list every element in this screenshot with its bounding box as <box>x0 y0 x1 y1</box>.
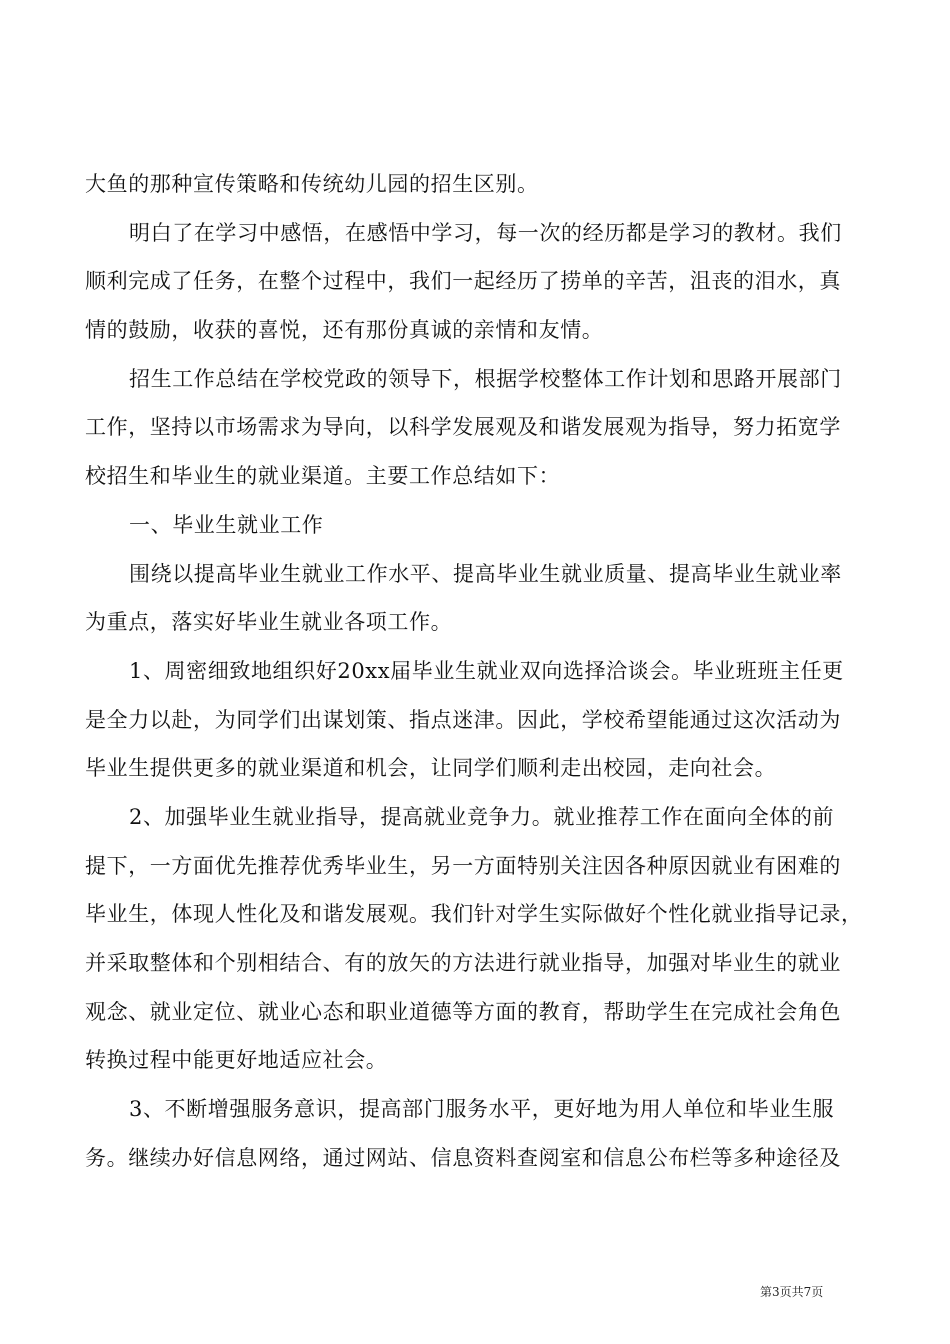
body-text <box>85 160 870 1182</box>
text-line-9: 围绕以提高毕业生就业工作水平、提高毕业生就业质量、提高毕业生就业率 <box>129 561 842 586</box>
text-line-16: 毕业生，体现人性化及和谐发展观。我们针对学生实际做好个性化就业指导记录， <box>85 902 863 927</box>
text-line-21: 务。继续办好信息网络，通过网站、信息资料查阅室和信息公布栏等多种途径及 <box>85 1145 841 1170</box>
text-line-13: 毕业生提供更多的就业渠道和机会，让同学们顺利走出校园，走向社会。 <box>85 756 777 781</box>
text-line-15: 提下，一方面优先推荐优秀毕业生，另一方面特别关注因各种原因就业有困难的 <box>85 853 841 878</box>
text-line-14: 2、加强毕业生就业指导，提高就业竞争力。就业推荐工作在面向全体的前 <box>129 804 835 829</box>
text-line-4: 情的鼓励，收获的喜悦，还有那份真诚的亲情和友情。 <box>85 318 604 343</box>
text-line-6: 工作，坚持以市场需求为导向，以科学发展观及和谐发展观为指导，努力拓宽学 <box>85 415 841 440</box>
text-line-12: 是全力以赴，为同学们出谋划策、指点迷津。因此，学校希望能通过这次活动为 <box>85 707 841 732</box>
text-line-18: 观念、就业定位、就业心态和职业道德等方面的教育，帮助学生在完成社会角色 <box>85 999 841 1024</box>
text-line-3: 顺利完成了任务，在整个过程中，我们一起经历了捞单的辛苦，沮丧的泪水，真 <box>85 269 841 294</box>
text-line-17: 并采取整体和个别相结合、有的放矢的方法进行就业指导，加强对毕业生的就业 <box>85 951 841 975</box>
text-line-1: 大鱼的那种宣传策略和传统幼儿园的招生区别。 <box>85 172 539 196</box>
text-line-2: 明白了在学习中感悟，在感悟中学习，每一次的经历都是学习的教材。我们 <box>129 220 842 245</box>
section-heading: 一、毕业生就业工作 <box>129 512 324 537</box>
text-line-11: 1、周密细致地组织好20xx届毕业生就业双向选择洽谈会。毕业班班主任更 <box>129 658 844 683</box>
text-line-10: 为重点，落实好毕业生就业各项工作。 <box>85 610 453 635</box>
text-line-20: 3、不断增强服务意识，提高部门服务水平，更好地为用人单位和毕业生服 <box>129 1097 835 1122</box>
text-line-19: 转换过程中能更好地适应社会。 <box>85 1048 388 1073</box>
text-line-7: 校招生和毕业生的就业渠道。主要工作总结如下： <box>85 464 561 489</box>
page-number-footer: 第3页共7页 <box>760 1285 824 1299</box>
text-line-5: 招生工作总结在学校党政的领导下，根据学校整体工作计划和思路开展部门 <box>129 366 842 391</box>
